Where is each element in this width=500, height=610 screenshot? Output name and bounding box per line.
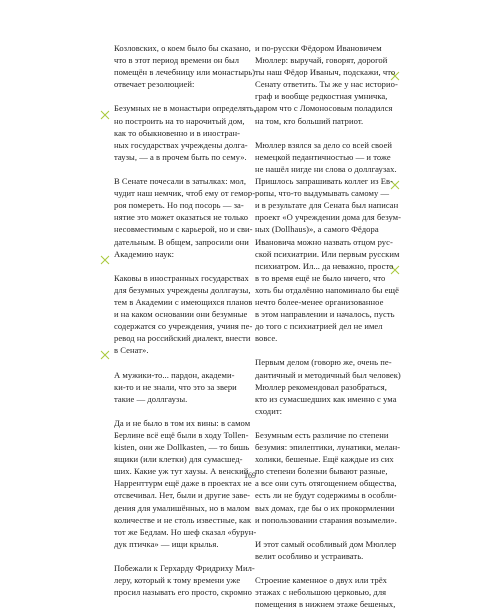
- page-number: 169: [244, 471, 256, 480]
- text-line: Первым делом (говорю же, очень пе-: [255, 357, 392, 368]
- text-line: дательным. В общем, запросили они: [114, 236, 249, 247]
- text-line: Строение каменное о двух или трёх: [255, 575, 387, 586]
- text-line: Козловских, о коем было бы сказано,: [114, 43, 251, 53]
- paragraph-gap: [255, 562, 397, 574]
- text-line: ных государствах учреждены долга-: [114, 139, 248, 150]
- text-line: Сенату ответить. Ты же у нас историо-: [255, 79, 398, 90]
- text-line: отсвечивал. Нет, были и другие заве-: [114, 490, 251, 501]
- text-line: на том, кто больший патриот.: [255, 115, 364, 126]
- text-line: граф и вообще редкостная умничка,: [255, 91, 388, 102]
- paragraph-gap: [114, 405, 246, 417]
- text-line: ящики (или клетки) для сумасшед-: [114, 454, 243, 465]
- text-line: Мюллер: выручай, говорят, дорогой: [255, 55, 388, 66]
- text-line: дения для умалишённых, но в малом: [114, 502, 250, 513]
- text-line: Каковы в иностранных государствах: [114, 272, 249, 283]
- text-line: ропы, что-то выдумывать самому —: [255, 188, 390, 199]
- text-line: Академию наук:: [114, 248, 175, 259]
- text-line: Безумным есть различие по степени: [255, 430, 389, 440]
- text-line: для безумных учреждены доллгаузы,: [114, 284, 251, 295]
- text-line: велит особливо и устраивать.: [255, 550, 364, 561]
- text-line: в этом направлении и началось, пусть: [255, 309, 395, 320]
- text-line: содержатся со учреждения, учиня пе-: [114, 321, 253, 332]
- text-line: дантичный и методичный был человек): [255, 369, 401, 380]
- text-line: В Сенате почесали в затылках: мол,: [114, 176, 247, 187]
- text-line: и по-русски Фёдором Ивановичем: [255, 43, 382, 53]
- text-line: ревод на российский диалект, внести: [114, 333, 251, 344]
- paragraph-gap: [114, 90, 246, 102]
- text-line: такие — доллгаузы.: [114, 393, 188, 404]
- right-text-column: [255, 42, 402, 610]
- quote-mark-icon: [100, 110, 110, 120]
- text-line: этажах с небольшою церковью, для: [255, 587, 387, 598]
- text-line: что в этот период времени он был: [114, 55, 240, 66]
- text-line: по степени болезни бывают разные,: [255, 466, 388, 477]
- text-line: как то обыкновенно и в иностран-: [114, 127, 241, 138]
- text-line: психиатром. Ил... да неважно, просто: [255, 260, 394, 271]
- text-line: немецкой педантичностью — и тоже: [255, 151, 391, 162]
- text-line: отвечает резолюцией:: [114, 79, 195, 90]
- text-line: Да и не было в том их вины: в самом: [114, 417, 251, 428]
- text-line: И этот самый особливый дом Мюллер: [255, 538, 397, 549]
- text-line: Побежали к Герхарду Фридриху Мил-: [114, 563, 255, 574]
- text-line: ных (Dollhaus)», а самого Фёдора: [255, 224, 379, 235]
- text-line: даром что с Ломоносовым поладился: [255, 103, 393, 114]
- text-line: ки-то и не знали, что это за звери: [114, 381, 237, 392]
- text-line: Пришлось запрашивать коллег из Ев-: [255, 176, 394, 187]
- text-line: тем в Академии с имеющихся планов: [114, 296, 253, 307]
- text-line: тот же Бедлам. Но шеф сказал «бурун-: [114, 526, 257, 537]
- paragraph-gap: [255, 127, 397, 139]
- text-line: Мюллер взялся за дело со всей своей: [255, 139, 392, 150]
- text-line: вых домах, где бы о их прокормлении: [255, 502, 395, 513]
- text-line: А мужики-то... пардон, академи-: [114, 369, 235, 380]
- text-line: роя помереть. Но под посорь — за-: [114, 200, 244, 211]
- text-line: дук птичка» — ищи крылья.: [114, 538, 219, 549]
- text-line: до того с психиатрией дел не имел: [255, 321, 383, 332]
- paragraph-gap: [255, 344, 397, 356]
- text-line: kisten, они же Dollkasten, — то бишь: [114, 442, 250, 453]
- text-line: несовместимым с карьерой, но и сви-: [114, 224, 253, 235]
- quote-mark-icon: [100, 350, 110, 360]
- text-line: и на каком основании они безумные: [114, 309, 248, 320]
- text-line: и в результате для Сената был написан: [255, 200, 399, 211]
- text-line: Ивановича можно назвать отцом рус-: [255, 236, 393, 247]
- text-line: проект «О учреждении дома для безум-: [255, 212, 402, 223]
- text-line: но построить на то нарочитый дом,: [114, 115, 245, 126]
- text-line: Мюллер рекомендовал разобраться,: [255, 381, 387, 392]
- text-line: помещён в лечебницу или монастырь): [114, 67, 256, 78]
- paragraph-gap: [255, 526, 397, 538]
- text-line: леру, который к тому времени уже: [114, 575, 241, 586]
- text-line: нятие это может оказаться не только: [114, 212, 249, 223]
- text-line: в то время ещё не было ничего, что: [255, 272, 386, 283]
- text-line: ской психиатрии. Или первым русским: [255, 248, 400, 259]
- text-line: не нашёл нигде ни слова о доллгаузах.: [255, 163, 397, 174]
- text-line: чудит наш немчик, чтоб ему от гемор-: [114, 188, 256, 199]
- text-line: безумия: эпилептики, лунатики, мелан-: [255, 442, 401, 453]
- paragraph-gap: [114, 260, 246, 272]
- text-line: Нарренттурм ещё даже в проектах не: [114, 478, 252, 489]
- text-line: Безумных не в монастыри определять,: [114, 103, 256, 114]
- text-line: есть ли не будут содержимы в особли-: [255, 490, 397, 501]
- paragraph-gap: [255, 417, 397, 429]
- text-line: ты наш Фёдор Иваныч, подскажи, что: [255, 67, 396, 78]
- text-line: хоть бы отдалённо напоминало бы ещё: [255, 284, 399, 295]
- text-line: холики, бешеные. Ещё каждые из сих: [255, 454, 394, 465]
- text-line: помещения в нижнем этаже бешеных,: [255, 599, 396, 610]
- paragraph-gap: [114, 163, 246, 175]
- text-line: кто из сумасшедших как именно с ума: [255, 393, 397, 404]
- quote-mark-icon: [100, 255, 110, 265]
- text-line: ших. Какие уж тут хаузы. А венский: [114, 466, 249, 477]
- paragraph-gap: [114, 356, 246, 368]
- text-line: таузы, — а в прочем быть по сему».: [114, 151, 247, 162]
- text-line: Берлине всё ещё были в ходу Tollen-: [114, 430, 249, 440]
- text-line: количестве и не столь известные, как: [114, 514, 252, 525]
- text-line: и попользовании старания возымели».: [255, 514, 397, 525]
- text-line: просил называть его просто, скромно: [114, 587, 252, 598]
- text-line: а все они суть отягощением общества,: [255, 478, 397, 489]
- text-line: сходит:: [255, 405, 283, 416]
- paragraph-gap: [114, 550, 246, 562]
- text-line: в Сенат».: [114, 345, 149, 356]
- text-line: вовсе.: [255, 333, 278, 344]
- text-line: нечто более-менее организованное: [255, 296, 384, 307]
